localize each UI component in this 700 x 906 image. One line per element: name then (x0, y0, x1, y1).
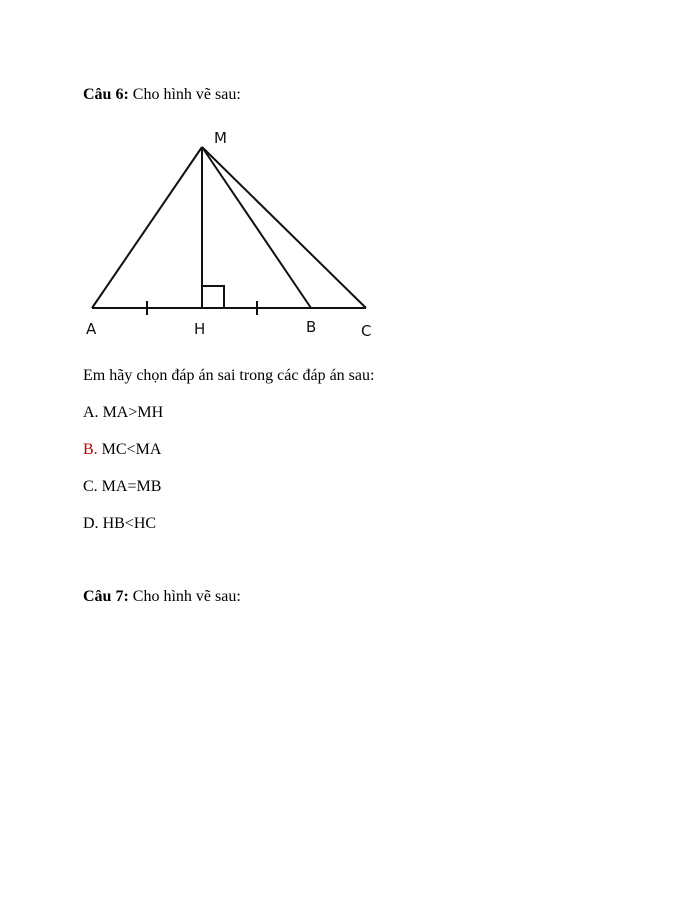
option-c-letter: C. (83, 478, 98, 495)
label-h: H (194, 320, 206, 338)
segment-mc (202, 147, 366, 308)
option-c (83, 477, 161, 497)
option-a-letter: A. (83, 404, 99, 421)
question-6-instruction: Em hãy chọn đáp án sai trong các đáp án sau: (83, 367, 375, 384)
option-a-text: MA>MH (102, 404, 164, 421)
label-a: A (86, 320, 97, 338)
option-d (83, 514, 156, 534)
question-6-heading (83, 85, 241, 105)
segment-mb (202, 147, 311, 308)
label-b: B (306, 318, 317, 336)
option-a (83, 403, 163, 423)
question-6-prompt: Cho hình vẽ sau: (132, 86, 241, 103)
option-d-text: HB<HC (102, 515, 157, 532)
option-d-letter: D. (83, 515, 99, 532)
option-b-letter: B. (83, 441, 98, 458)
option-c-text: MA=MB (101, 478, 162, 495)
label-m: M (214, 129, 227, 147)
label-c: C (361, 322, 372, 340)
option-b-text: MC<MA (101, 441, 162, 458)
segment-ma (92, 147, 202, 308)
right-angle-mark (202, 286, 224, 308)
triangle-figure (80, 125, 390, 345)
question-6-label: Câu 6: (83, 86, 129, 103)
question-7-label: Câu 7: (83, 588, 129, 605)
option-b (83, 440, 161, 460)
question-7-prompt: Cho hình vẽ sau: (132, 588, 241, 605)
question-7-heading (83, 587, 241, 607)
